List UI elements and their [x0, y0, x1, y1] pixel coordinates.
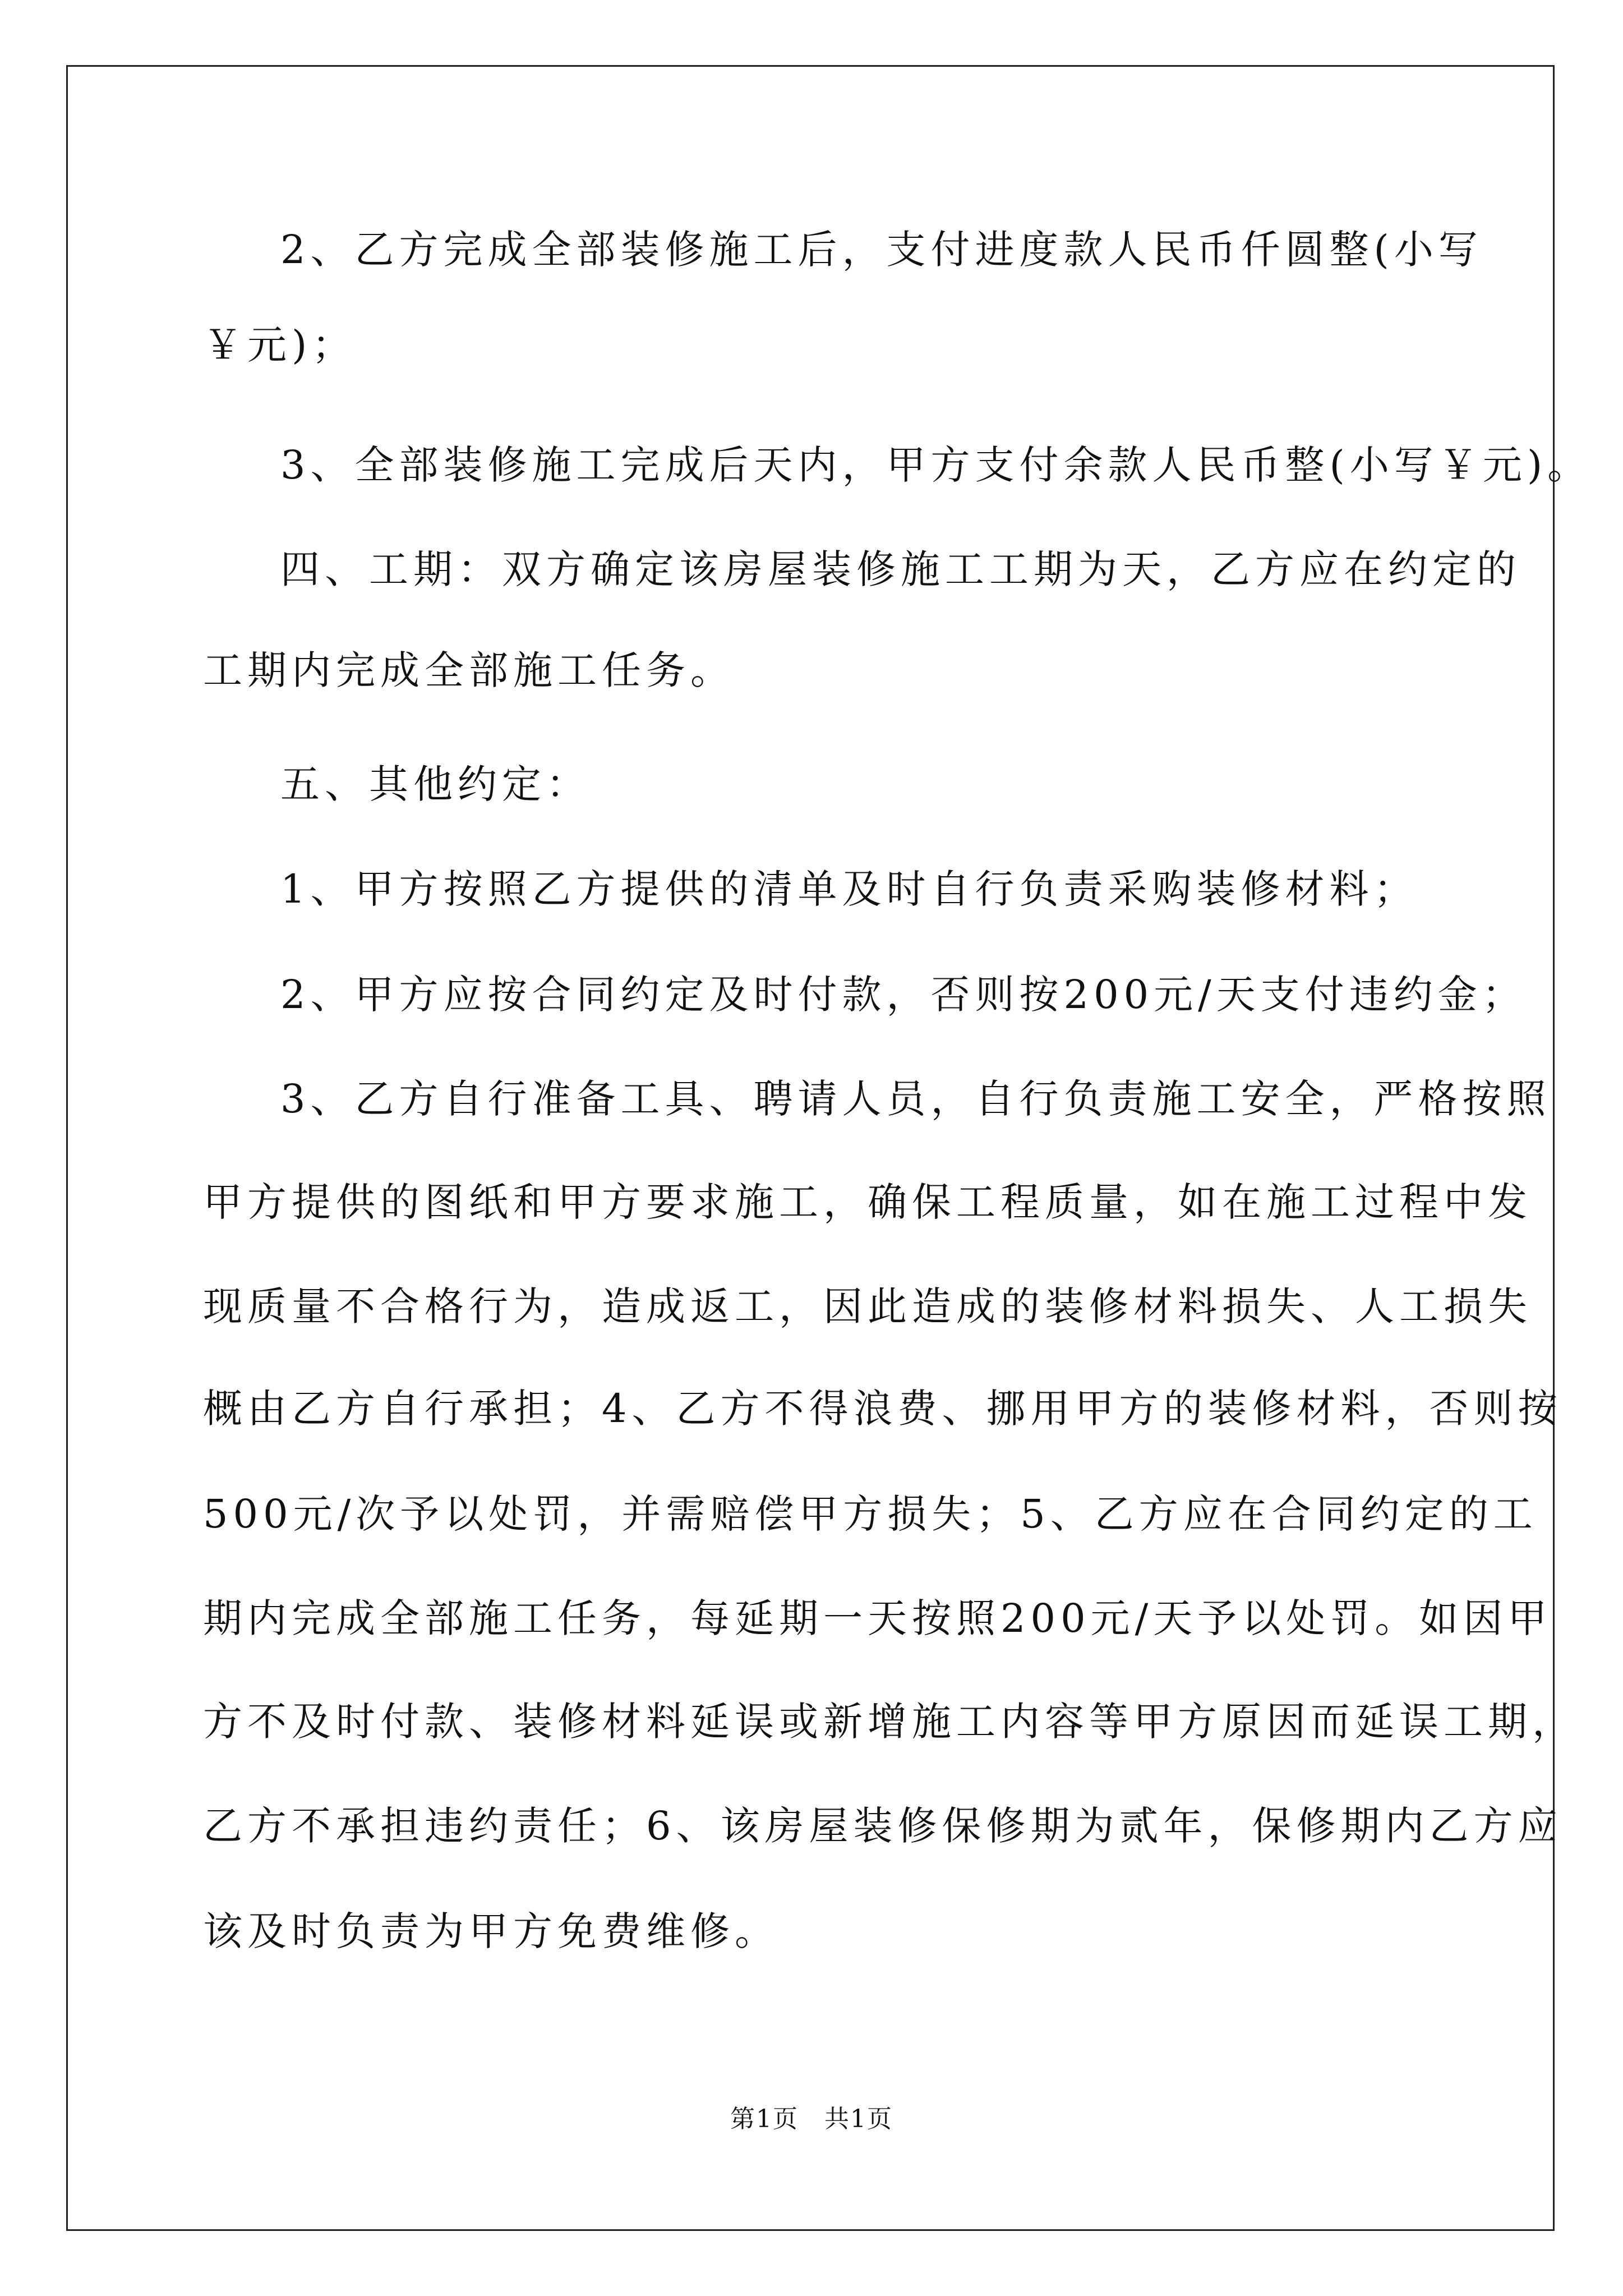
page-number-footer: 第1页 共1页: [730, 2105, 893, 2133]
paragraph-line: ￥元)；: [203, 322, 357, 368]
paragraph-line: 方不及时付款、装修材料延误或新增施工内容等甲方原因而延误工期，: [203, 1699, 1576, 1745]
paragraph-line: 工期内完成全部施工任务。: [203, 647, 735, 693]
paragraph-line: 五、其他约定：: [280, 761, 591, 807]
paragraph-line: 概由乙方自行承担；4、乙方不得浪费、挪用甲方的装修材料，否则按: [203, 1386, 1562, 1432]
paragraph-line: 现质量不合格行为，造成返工，因此造成的装修材料损失、人工损失: [203, 1283, 1532, 1329]
paragraph-line: 1、甲方按照乙方提供的清单及时自行负责采购装修材料；: [280, 866, 1418, 912]
paragraph-line: 四、工期：双方确定该房屋装修施工工期为天，乙方应在约定的: [280, 546, 1521, 592]
paragraph-line: 该及时负责为甲方免费维修。: [203, 1908, 779, 1954]
paragraph-line: 甲方提供的图纸和甲方要求施工，确保工程质量，如在施工过程中发: [203, 1179, 1532, 1225]
paragraph-line: 3、全部装修施工完成后天内，甲方支付余款人民币整(小写￥元)。: [280, 442, 1592, 488]
paragraph-line: 期内完成全部施工任务，每延期一天按照200元/天予以处罚。如因甲: [203, 1595, 1552, 1641]
paragraph-line: 500元/次予以处罚，并需赔偿甲方损失；5、乙方应在合同约定的工: [203, 1491, 1538, 1537]
paragraph-line: 乙方不承担违约责任；6、该房屋装修保修期为贰年，保修期内乙方应: [203, 1803, 1562, 1849]
paragraph-line: 3、乙方自行准备工具、聘请人员，自行负责施工安全，严格按照: [280, 1076, 1551, 1122]
paragraph-line: 2、乙方完成全部装修施工后，支付进度款人民币仟圆整(小写: [280, 227, 1483, 273]
paragraph-line: 2、甲方应按合同约定及时付款，否则按200元/天支付违约金；: [280, 972, 1527, 1018]
